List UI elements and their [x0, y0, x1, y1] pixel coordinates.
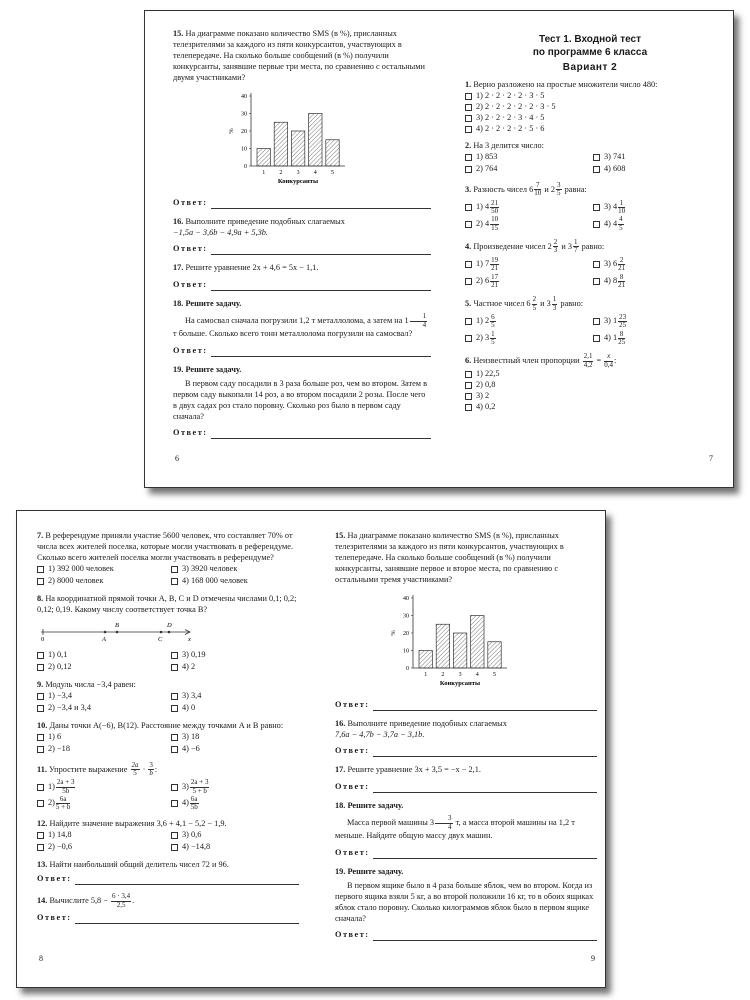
- x-tick-label: 3: [296, 169, 300, 176]
- option-checkbox[interactable]: 4) $\frac{6a}{5b}$: [171, 796, 299, 812]
- p7-question-1: 1. Верно разложено на простые множители число 480: 1) 2 · 2 · 2 · 2 · 3 · 5 2) 2 · 2 · 2 · 2 · 2 · 3 · 5 3) 2 · 2 · 2 · 3 · 4 · 5 4) 2 · 2 · 2 · 2 · 5 · 6: [465, 80, 715, 135]
- svg-text:C: C: [158, 635, 163, 642]
- option-checkbox[interactable]: 1) −3,4: [37, 691, 165, 702]
- option-checkbox[interactable]: 4) 1 $\frac{8}{25}$: [593, 331, 715, 347]
- x-tick-label: 1: [424, 671, 428, 678]
- bar-2: [274, 122, 287, 166]
- option-checkbox[interactable]: 1) 392 000 человек: [37, 564, 165, 575]
- page-number: 6: [175, 454, 179, 464]
- p6-question-15: 15. На диаграмме показано количество SMS (в %), присланных телезрителями за каждого из пяти конкурсантов, участвующих в телепередаче. На сколько больше сообщений (в %) получили конкурсанты, занявшие первые три места, по сравнению с остальными двумя участниками?: [173, 29, 425, 82]
- y-tick-label: 0: [244, 163, 247, 170]
- option-checkbox[interactable]: 2) 0,12: [37, 662, 165, 673]
- x-tick-label: 3: [458, 671, 462, 678]
- option-checkbox[interactable]: 4) 608: [593, 164, 715, 175]
- p7-question-5: 5. Частное чисел 6 $\frac{2}{5}$ и 3 $\frac{1}{3}$ равно: 1) 2 $\frac{6}{5}$ 3) 1 $\frac{23}{25}$ 2) 3 $\frac{1}{5}$ 4) 1 $\frac{8}{25}$: [465, 296, 715, 347]
- option-checkbox[interactable]: 4) 168 000 человек: [171, 576, 299, 587]
- y-tick-label: 10: [403, 648, 409, 655]
- p6-q18-answer[interactable]: Ответ:: [173, 346, 431, 357]
- p6-question-17: 17. Решите уравнение 2x + 4,6 = 5x − 1,1.: [173, 263, 319, 273]
- option-checkbox[interactable]: 3) 4 $\frac{1}{10}$: [593, 200, 715, 216]
- option-checkbox[interactable]: 1) 853: [465, 152, 587, 163]
- svg-text:B: B: [115, 621, 119, 629]
- page-8: [37, 511, 299, 987]
- svg-text:x: x: [188, 635, 191, 642]
- bar-chart-svg: [389, 592, 519, 692]
- p9-question-18: 18. Решите задачу. Масса первой машины 3 $\frac{3}{4}$ т, а масса второй машины на 1,2 т меньше. Найдите общую массу двух машин.: [335, 801, 575, 840]
- bar-5: [326, 139, 339, 165]
- x-tick-label: 1: [262, 169, 266, 176]
- svg-text:D: D: [167, 621, 172, 629]
- p9-bar-chart: [389, 592, 597, 696]
- option-checkbox[interactable]: 1) 0,1: [37, 650, 165, 661]
- option-checkbox[interactable]: 4) 2 · 2 · 2 · 2 · 5 · 6: [465, 124, 715, 135]
- option-checkbox[interactable]: 3) 1 $\frac{23}{25}$: [593, 314, 715, 330]
- option-checkbox[interactable]: 4) 0,2: [465, 402, 715, 413]
- p7-question-6: 6. Неизвестный член пропорции $\frac{2,1}{4,2}$ = $\frac{x}{0,4}$ : 1) 22,5 2) 0,8 3) 2 4) 0,2: [465, 353, 715, 413]
- p9-q19-answer[interactable]: Ответ:: [335, 930, 597, 941]
- p6-question-16: 16. Выполните приведение подобных слагаемых −1,5a − 3,6b − 4,9a + 5,3b.: [173, 216, 345, 237]
- option-checkbox[interactable]: 4) 0: [171, 703, 299, 714]
- y-axis-label: %: [390, 629, 397, 636]
- option-checkbox[interactable]: 1) 6: [37, 732, 165, 743]
- x-tick-label: 5: [331, 169, 335, 176]
- bar-1: [419, 650, 432, 668]
- p7-question-4: 4. Произведение чисел 2 $\frac{2}{3}$ и 3 $\frac{1}{7}$ равно: 1) 7 $\frac{19}{21}$ 3) 6 $\frac{2}{21}$ 2) 6 $\frac{17}{21}$ 4) 8 $\frac{8}{21}$: [465, 239, 715, 290]
- svg-text:A: A: [102, 635, 106, 642]
- bottom-spread: [16, 510, 606, 988]
- option-checkbox[interactable]: 2) $\frac{6a}{5 + b}$: [37, 796, 165, 812]
- option-checkbox[interactable]: 3) 2 · 2 · 2 · 3 · 4 · 5: [465, 113, 715, 124]
- option-checkbox[interactable]: 4) 8 $\frac{8}{21}$: [593, 274, 715, 290]
- p9-question-16: 16. Выполните приведение подобных слагаемых 7,6a − 4,7b − 3,7a − 3,1b.: [335, 718, 507, 739]
- option-checkbox[interactable]: 3) 0,19: [171, 650, 299, 661]
- page-6: [173, 11, 431, 487]
- x-tick-label: 4: [313, 169, 317, 176]
- option-checkbox[interactable]: 3) 3,4: [171, 691, 299, 702]
- y-tick-label: 20: [403, 630, 409, 637]
- option-checkbox[interactable]: 3) 3920 человек: [171, 564, 299, 575]
- y-tick-label: 30: [403, 613, 409, 620]
- y-tick-label: 40: [241, 93, 247, 100]
- option-checkbox[interactable]: 2) 8000 человек: [37, 576, 165, 587]
- y-tick-label: 30: [241, 111, 247, 118]
- option-checkbox[interactable]: 3) 0,6: [171, 830, 299, 841]
- svg-text:0: 0: [41, 635, 45, 642]
- bar-1: [257, 148, 270, 166]
- page-7: [465, 11, 715, 487]
- option-checkbox[interactable]: 3) 6 $\frac{2}{21}$: [593, 257, 715, 273]
- p8-question-12: 12. Найдите значение выражения 3,6 + 4,1 − 5,2 − 1,9. 1) 14,8 3) 0,6 2) −0,6 4) −14,8: [37, 819, 299, 854]
- option-checkbox[interactable]: 1) 2 · 2 · 2 · 2 · 3 · 5: [465, 91, 715, 102]
- variant-label: Вариант 2: [562, 62, 618, 73]
- option-checkbox[interactable]: 1) 14,8: [37, 830, 165, 841]
- p9-q15-answer[interactable]: Ответ:: [335, 700, 597, 711]
- p9-q16-answer[interactable]: Ответ:: [335, 746, 597, 757]
- p6-question-19: 19. Решите задачу. В первом саду посадили в 3 раза больше роз, чем во втором. Затем в первом саду выкопали 14 роз, а во втором посадили 2 розы. После чего в двух садах роз стало поровну. Сколько роз было в первом саду сначала?: [173, 364, 428, 421]
- top-spread: [144, 10, 734, 488]
- option-checkbox[interactable]: 2) 3 $\frac{1}{5}$: [465, 331, 587, 347]
- option-checkbox[interactable]: 4) 4 $\frac{4}{5}$: [593, 216, 715, 232]
- option-checkbox[interactable]: 3) 18: [171, 732, 299, 743]
- option-checkbox[interactable]: 2) 764: [465, 164, 587, 175]
- y-tick-label: 10: [241, 146, 247, 153]
- x-axis-label: Конкурсанты: [277, 177, 319, 185]
- option-checkbox[interactable]: 2) 6 $\frac{17}{21}$: [465, 274, 587, 290]
- bar-2: [436, 624, 449, 668]
- p8-question-7: 7. В референдуме приняли участие 5600 человек, что составляет 70% от числа всех жителей поселка, которые могли участвовать в референдуме. Сколько всего жителей поселка могли участвовать в референдуме? 1) 392 000 человек 3) 3920 человек 2) 8000 человек 4) 168 000 человек: [37, 531, 299, 588]
- option-checkbox[interactable]: 2) 4 $\frac{10}{15}$: [465, 216, 587, 232]
- option-checkbox[interactable]: 1) $\frac{2a + 3}{5b}$: [37, 779, 165, 795]
- option-checkbox[interactable]: 4) −6: [171, 744, 299, 755]
- bar-4: [309, 113, 322, 166]
- number-line: [37, 620, 299, 646]
- x-tick-label: 2: [441, 671, 445, 678]
- p8-question-10: 10. Даны точки A(−6), B(12). Расстояние между точками A и B равно: 1) 6 3) 18 2) −18 4) −6: [37, 721, 299, 756]
- page-9: [335, 511, 597, 987]
- option-checkbox[interactable]: 1) 4 $\frac{21}{50}$: [465, 200, 587, 216]
- p9-question-17: 17. Решите уравнение 3x + 3,5 = −x − 2,1.: [335, 765, 481, 775]
- p9-q18-answer[interactable]: Ответ:: [335, 848, 597, 859]
- option-checkbox[interactable]: 1) 2 $\frac{6}{5}$: [465, 314, 587, 330]
- option-checkbox[interactable]: 3) 741: [593, 152, 715, 163]
- y-tick-label: 40: [403, 595, 409, 602]
- bar-5: [488, 641, 501, 667]
- y-tick-label: 0: [406, 665, 409, 672]
- p7-question-3: 3. Разность чисел 6 $\frac{7}{10}$ и 2 $\frac{3}{5}$ равна: 1) 4 $\frac{21}{50}$ 3) 4 $\frac{1}{10}$ 2) 4 $\frac{10}{15}$ 4) 4 $\frac{4}{5}$: [465, 182, 715, 233]
- x-tick-label: 2: [279, 169, 283, 176]
- bar-4: [471, 615, 484, 668]
- option-checkbox[interactable]: 3) $\frac{2a + 3}{5 + b}$: [171, 779, 299, 795]
- option-checkbox[interactable]: 2) −18: [37, 744, 165, 755]
- p8-q14-answer[interactable]: Ответ:: [37, 913, 299, 924]
- p6-q19-answer[interactable]: Ответ:: [173, 428, 431, 439]
- bar-3: [291, 131, 304, 166]
- p9-question-15: 15. На диаграмме показано количество SMS (в %), присланных телезрителями за каждого из пяти конкурсантов, участвующих в телепередаче. На сколько больше сообщений (в %) получили конкурсанты, занявшие первое и второе места, по сравнению с остальными тремя участниками?: [335, 531, 564, 584]
- page-number: 7: [709, 454, 713, 464]
- option-checkbox[interactable]: 2) 0,8: [465, 380, 715, 391]
- p8-question-8: 8. На координатной прямой точки A, B, C и D отмечены числами 0,1; 0,2; 0,12; 0,19. Какому числу соответствует точка B? 0 A B C D x 1) 0,1 3) 0,19 2) 0,12 4) 2: [37, 594, 299, 674]
- p6-q16-answer[interactable]: Ответ:: [173, 244, 431, 255]
- option-checkbox[interactable]: 4) −14,8: [171, 842, 299, 853]
- p8-question-13: 13. Найти наибольший общий делитель чисел 72 и 96.: [37, 859, 229, 869]
- y-axis-label: %: [228, 127, 235, 134]
- p8-q13-answer[interactable]: Ответ:: [37, 874, 299, 885]
- test-title: Тест 1. Входной тест по программе 6 класса: [532, 34, 648, 58]
- p6-bar-chart: [227, 90, 431, 194]
- y-tick-label: 20: [241, 128, 247, 135]
- p8-question-14: 14. Вычислите 5,8 − $\frac{6 \cdot 3,4}{2,5}$ .: [37, 892, 135, 909]
- page-number: 8: [39, 954, 43, 964]
- x-axis-label: Конкурсанты: [439, 679, 481, 687]
- x-tick-label: 4: [475, 671, 479, 678]
- option-checkbox[interactable]: 2) −3,4 и 3,4: [37, 703, 165, 714]
- p8-question-11: 11. Упростите выражение $\frac{2a}{5}$ · $\frac{3}{b}$ : 1) $\frac{2a + 3}{5b}$ 3) $\frac{2a + 3}{5 + b}$ 2) $\frac{6a}{5 + b}$ 4) $\frac{6a}{5b}$: [37, 762, 299, 813]
- bar-3: [453, 633, 466, 668]
- p6-q15-answer[interactable]: Ответ:: [173, 198, 431, 209]
- p6-q17-answer[interactable]: Ответ:: [173, 280, 431, 291]
- option-checkbox[interactable]: 1) 22,5: [465, 369, 715, 380]
- p8-question-9: 9. Модуль числа −3,4 равен: 1) −3,4 3) 3,4 2) −3,4 и 3,4 4) 0: [37, 680, 299, 715]
- p7-question-2: 2. На 3 делится число: 1) 853 3) 741 2) 764 4) 608: [465, 141, 715, 176]
- bar-chart-svg: [227, 90, 357, 190]
- option-checkbox[interactable]: 2) 2 · 2 · 2 · 2 · 2 · 3 · 5: [465, 102, 715, 113]
- page-number: 9: [591, 954, 595, 964]
- x-tick-label: 5: [493, 671, 497, 678]
- p9-question-19: 19. Решите задачу. В первом ящике было в 4 раза больше яблок, чем во втором. Когда из первого ящика взяли 5 кг, а во второй положили 16 кг, то в обоих ящиках яблок стало поровну. Сколько килограммов яблок было в первом ящике сначала?: [335, 866, 594, 923]
- option-checkbox[interactable]: 4) 2: [171, 662, 299, 673]
- option-checkbox[interactable]: 2) −0,6: [37, 842, 165, 853]
- option-checkbox[interactable]: 3) 2: [465, 391, 715, 402]
- option-checkbox[interactable]: 1) 7 $\frac{19}{21}$: [465, 257, 587, 273]
- p9-q17-answer[interactable]: Ответ:: [335, 782, 597, 793]
- p6-question-18: 18. Решите задачу. На самосвал сначала погрузили 1,2 т металлолома, а затем на 1 $\frac{1}{4}$ т больше. Сколько всего тонн металлолома погрузили на самосвал?: [173, 299, 427, 338]
